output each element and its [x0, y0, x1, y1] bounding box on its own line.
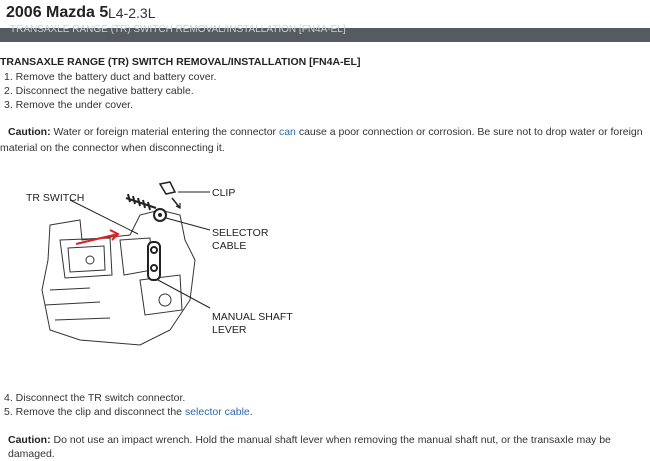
selector-cable-link[interactable]: selector cable — [184, 406, 250, 418]
caution-text-before: Water or foreign material entering the connector — [50, 126, 279, 138]
label-selector-2: CABLE — [212, 240, 247, 252]
step-4: 4. Disconnect the TR switch connector. — [4, 392, 186, 404]
engine-label: L4-2.3L — [108, 5, 156, 21]
step-5-text: 5. Remove the clip and disconnect the — [4, 406, 185, 418]
procedure-heading: TRANSAXLE RANGE (TR) SWITCH REMOVAL/INSTALLATION [FN4A-EL] — [0, 56, 361, 68]
section-banner-text: TRANSAXLE RANGE (TR) SWITCH REMOVAL/INSTALLATION [FN4A-EL] — [10, 24, 346, 35]
label-manual-shaft-2: LEVER — [212, 324, 247, 336]
caution-impact-wrench — [8, 433, 650, 461]
can-link[interactable]: can — [278, 126, 296, 138]
vehicle-title: 2006 Mazda 5 — [6, 4, 109, 21]
step-5 — [0, 405, 253, 419]
steps-list — [0, 70, 216, 112]
caution-text-after: cause a poor connection or corrosion. Be sure not to drop water or foreign material on the connector when disconnecting it. — [0, 126, 643, 154]
caution-label-2: Caution: — [8, 434, 51, 446]
tr-switch-diagram — [20, 180, 300, 360]
label-manual-shaft-1: MANUAL SHAFT — [212, 311, 293, 323]
caution-text-2: Do not use an impact wrench. Hold the manual shaft lever when removing the manual shaft nut, or the transaxle may be damaged. — [8, 434, 611, 460]
step-5-end: . — [249, 406, 253, 418]
label-tr-switch: TR SWITCH — [26, 192, 85, 204]
caution-connector — [0, 124, 646, 156]
step-2: 2. Disconnect the negative battery cable. — [4, 85, 194, 97]
section-banner — [0, 24, 650, 42]
label-clip: CLIP — [212, 187, 236, 199]
step-1: 1. Remove the battery duct and battery cover. — [4, 71, 217, 83]
label-selector-1: SELECTOR — [212, 227, 269, 239]
step-3: 3. Remove the under cover. — [4, 99, 133, 111]
caution-label: Caution: — [8, 126, 51, 138]
steps-list-2 — [0, 391, 253, 419]
